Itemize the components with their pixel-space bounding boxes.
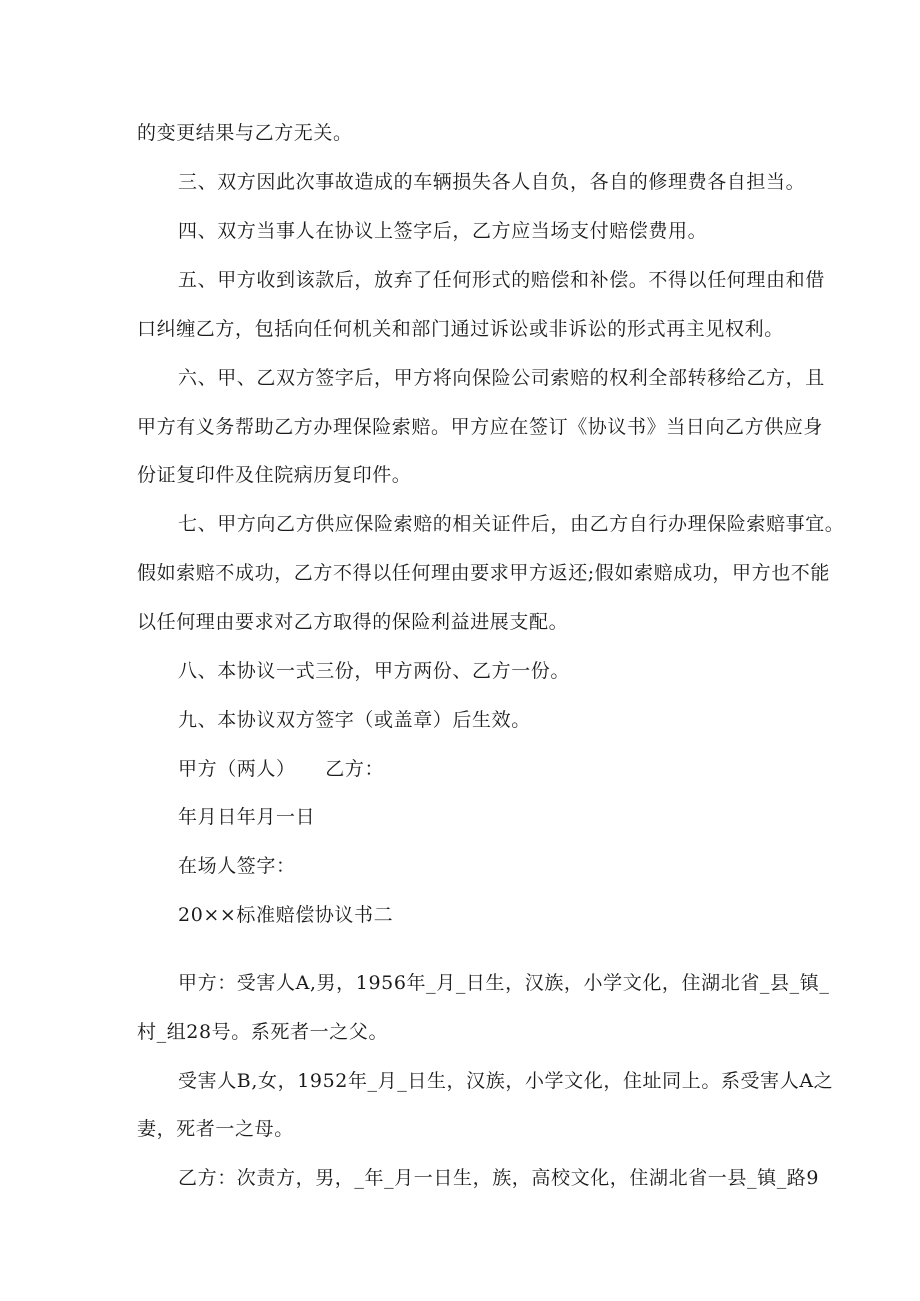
section-title: 20××标准赔偿协议书二 (178, 904, 394, 926)
witness-signature: 在场人签字： (178, 855, 296, 877)
text-line: 口纠缠乙方，包括向任何机关和部门通过诉讼或非诉讼的形式再主见权利。 (137, 318, 784, 340)
clause-five: 五、甲方收到该款后，放弃了任何形式的赔偿和补偿。不得以任何理由和借 (178, 269, 825, 291)
clause-four: 四、双方当事人在协议上签字后，乙方应当场支付赔偿费用。 (178, 220, 708, 242)
text-line: 甲方有义务帮助乙方办理保险索赔。甲方应在签订《协议书》当日向乙方供应身 (137, 416, 824, 438)
party-a-intro: 甲方：受害人A,男，1956年_月_日生，汉族，小学文化，住湖北省_县_镇_ (178, 972, 830, 994)
text-line: 妻，死者一之母。 (137, 1118, 294, 1140)
party-b-intro: 乙方：次责方，男，_年_月一日生，族，高校文化，住湖北省一县_镇_路9 (178, 1167, 820, 1189)
clause-eight: 八、本协议一式三份，甲方两份、乙方一份。 (178, 660, 571, 682)
signature-dates: 年月日年月一日 (178, 806, 316, 828)
clause-seven: 七、甲方向乙方供应保险索赔的相关证件后，由乙方自行办理保险索赔事宜。 (178, 513, 845, 535)
text-line: 的变更结果与乙方无关。 (137, 122, 353, 144)
text-line: 村_组28号。系死者一之父。 (137, 1021, 389, 1043)
text-line: 份证复印件及住院病历复印件。 (137, 464, 412, 486)
clause-three: 三、双方因此次事故造成的车辆损失各人自负，各自的修理费各自担当。 (178, 171, 806, 193)
text-line: 假如索赔不成功，乙方不得以任何理由要求甲方返还;假如索赔成功，甲方也不能 (137, 562, 831, 584)
victim-b-intro: 受害人B,女，1952年_月_日生，汉族，小学文化，住址同上。系受害人A之 (178, 1070, 834, 1092)
clause-six: 六、甲、乙双方签字后，甲方将向保险公司索赔的权利全部转移给乙方，且 (178, 367, 825, 389)
signature-parties: 甲方（两人） 乙方： (178, 758, 385, 780)
text-line: 以任何理由要求对乙方取得的保险利益进展支配。 (137, 611, 569, 633)
clause-nine: 九、本协议双方签字（或盖章）后生效。 (178, 709, 531, 731)
